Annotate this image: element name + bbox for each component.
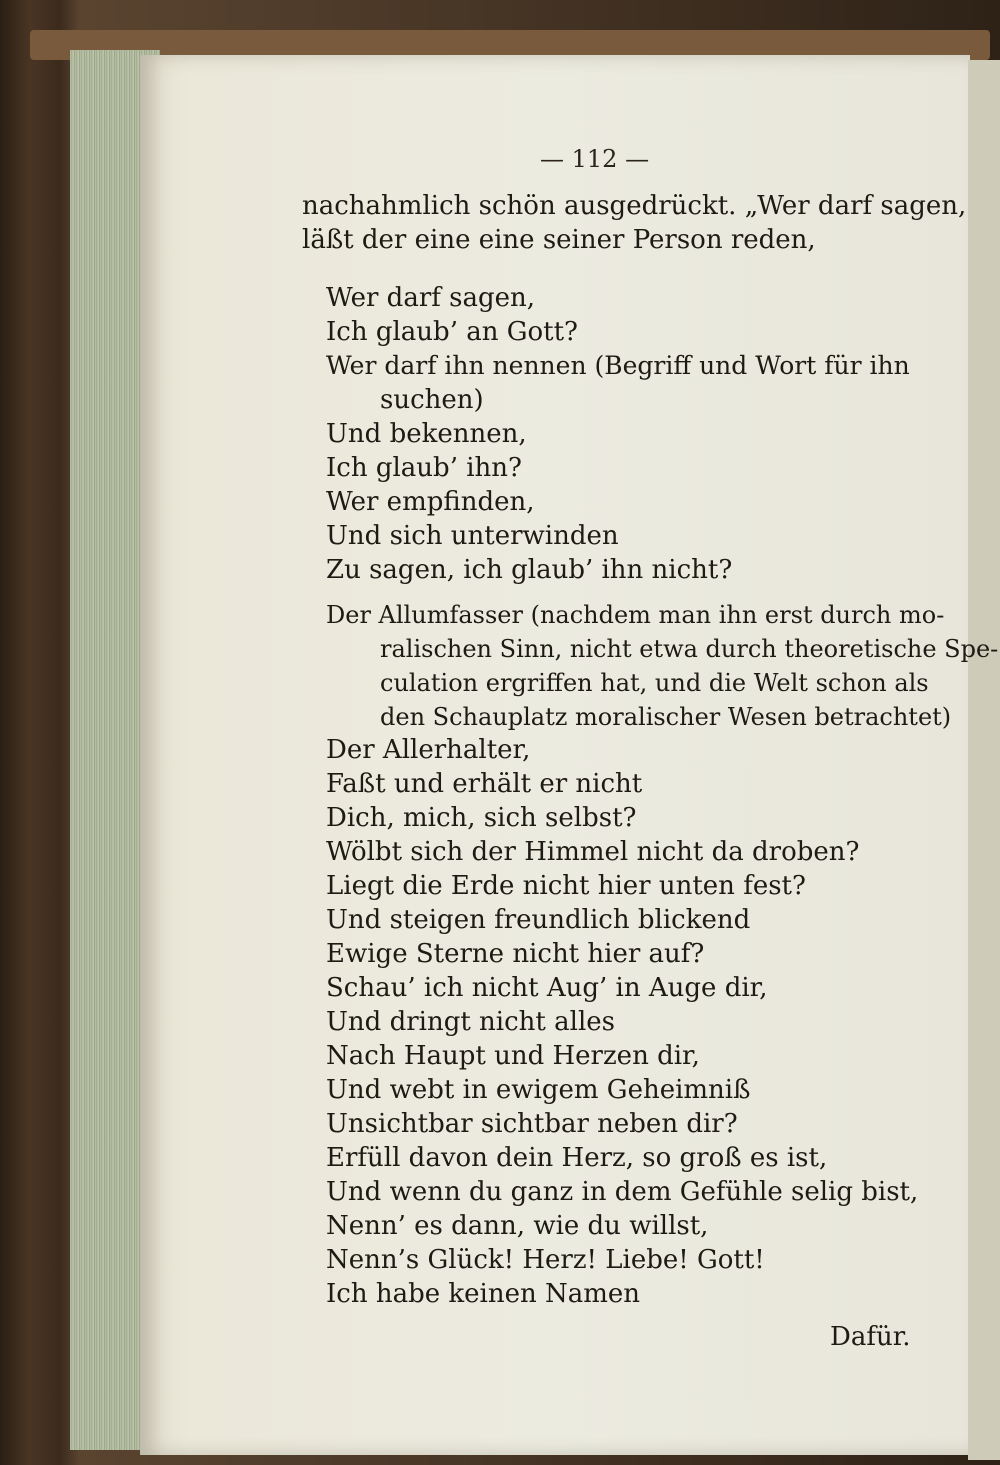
prose-line: nachahmlich schön ausgedrückt. „Wer darf sagen, xyxy=(302,191,967,221)
verse-line: ralischen Sinn, nicht etwa durch theoretische Spe- xyxy=(380,635,999,663)
verse-line: Schau’ ich nicht Aug’ in Auge dir, xyxy=(326,973,768,1003)
verse-line: Ich glaub’ an Gott? xyxy=(326,317,578,347)
verse-line: den Schauplatz moralischer Wesen betrachtet) xyxy=(380,703,952,731)
verse-line: Liegt die Erde nicht hier unten fest? xyxy=(326,871,806,901)
verse-line: Und wenn du ganz in dem Gefühle selig bist, xyxy=(326,1177,919,1207)
verse-line: Nenn’s Glück! Herz! Liebe! Gott! xyxy=(326,1245,765,1275)
verse-line: Dich, mich, sich selbst? xyxy=(326,803,637,833)
verse-line: Zu sagen, ich glaub’ ihn nicht? xyxy=(326,555,733,585)
verse-line: Und dringt nicht alles xyxy=(326,1007,615,1037)
verse-line: Ich glaub’ ihn? xyxy=(326,453,522,483)
verse-line: Und webt in ewigem Geheimniß xyxy=(326,1075,751,1105)
prose-line: läßt der eine eine seiner Person reden, xyxy=(302,225,816,255)
verse-line: Unsichtbar sichtbar neben dir? xyxy=(326,1109,738,1139)
verse-line: Wölbt sich der Himmel nicht da droben? xyxy=(326,837,860,867)
verse-line: Und steigen freundlich blickend xyxy=(326,905,751,935)
verse-line: Nenn’ es dann, wie du willst, xyxy=(326,1211,709,1241)
verse-line: Wer darf sagen, xyxy=(326,283,536,313)
verse-line: Faßt und erhält er nicht xyxy=(326,769,643,799)
verse-line: Wer darf ihn nennen (Begriff und Wort für ihn xyxy=(326,351,910,380)
verse-line: culation ergriffen hat, und die Welt schon als xyxy=(380,669,929,697)
verse-line: Ewige Sterne nicht hier auf? xyxy=(326,939,705,969)
verse-line: Der Allumfasser (nachdem man ihn erst durch mo- xyxy=(326,601,945,629)
verse-line: suchen) xyxy=(380,385,484,415)
verse-line: Der Allerhalter, xyxy=(326,735,531,765)
catchword: Dafür. xyxy=(830,1322,911,1352)
verse-line: Und bekennen, xyxy=(326,419,527,449)
verse-line: Wer empfinden, xyxy=(326,487,535,517)
verse-line: Ich habe keinen Namen xyxy=(326,1279,641,1309)
page-number: — 112 — xyxy=(540,145,650,173)
verse-line: Nach Haupt und Herzen dir, xyxy=(326,1041,700,1071)
verse-line: Erfüll davon dein Herz, so groß es ist, xyxy=(326,1143,828,1173)
facing-page-edge xyxy=(968,60,1000,1460)
verse-line: Und sich unterwinden xyxy=(326,521,619,551)
